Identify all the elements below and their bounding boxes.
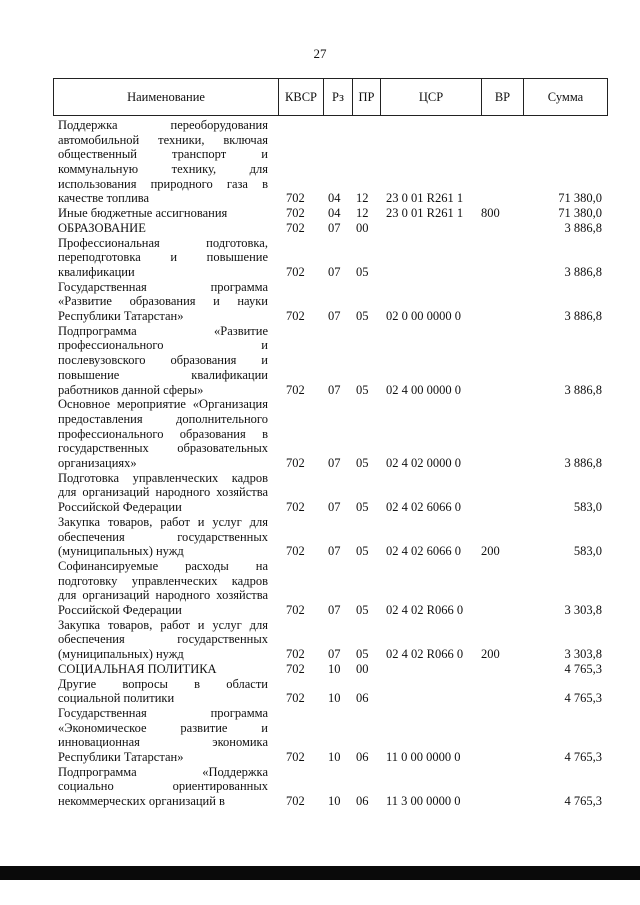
header-vr: ВР xyxy=(482,79,524,115)
cell-rz: 10 xyxy=(328,750,341,765)
row-name-line: для организаций народного хозяйства xyxy=(58,588,268,603)
row-name-line: Российской Федерации xyxy=(58,603,182,618)
row-name xyxy=(58,221,268,236)
row-name-line: СОЦИАЛЬНАЯ ПОЛИТИКА xyxy=(58,661,217,676)
row-name-line: послевузовского образования и xyxy=(58,353,268,368)
cell-kvsr: 702 xyxy=(286,220,305,235)
row-name-line: (муниципальных) нужд xyxy=(58,647,184,662)
row-name xyxy=(58,515,268,559)
row-name-line: Софинансируемые расходы на xyxy=(58,559,268,573)
row-name-line: Иные бюджетные ассигнования xyxy=(58,206,228,221)
cell-rz: 07 xyxy=(328,220,341,235)
row-name-line: Поддержка переоборудования xyxy=(58,118,268,132)
header-name: Наименование xyxy=(54,79,279,115)
row-name-line: обеспечения государственных xyxy=(58,632,268,647)
row-name-line: квалификации xyxy=(58,264,135,279)
page-number: 27 xyxy=(313,46,327,61)
row-name-line: инновационная экономика xyxy=(58,735,268,750)
cell-pr: 05 xyxy=(356,382,369,397)
cell-rz: 07 xyxy=(328,603,341,618)
row-name-line: Профессиональная подготовка, xyxy=(58,235,268,250)
cell-pr: 00 xyxy=(356,661,369,676)
cell-sum: 3 303,8 xyxy=(564,647,602,662)
scan-edge xyxy=(0,866,640,880)
cell-pr: 06 xyxy=(356,691,369,706)
cell-vr: 800 xyxy=(481,206,500,221)
row-name-line: профессионального образования в xyxy=(58,426,268,441)
table-row xyxy=(0,662,640,677)
table-row xyxy=(0,324,640,398)
table-row xyxy=(0,471,640,515)
cell-pr: 05 xyxy=(356,544,369,559)
cell-kvsr: 702 xyxy=(286,691,305,706)
cell-rz: 07 xyxy=(328,647,341,662)
cell-rz: 10 xyxy=(328,661,341,676)
table-row xyxy=(0,118,640,206)
row-name-line: для организаций народного хозяйства xyxy=(58,485,268,500)
cell-pr: 05 xyxy=(356,456,369,471)
row-name-line: Республики Татарстан» xyxy=(58,750,184,765)
row-name-line: ОБРАЗОВАНИЕ xyxy=(58,220,146,235)
cell-sum: 4 765,3 xyxy=(564,691,602,706)
table-row xyxy=(0,677,640,706)
row-name xyxy=(58,324,268,397)
row-name xyxy=(58,471,268,515)
row-name-line: Подготовка управленческих кадров xyxy=(58,470,268,485)
row-name-line: некоммерческих организаций в xyxy=(58,794,225,809)
cell-sum: 3 886,8 xyxy=(564,456,602,471)
row-name-line: повышение квалификации xyxy=(58,367,268,382)
cell-csr: 02 4 02 6066 0 xyxy=(386,500,461,515)
header-kvsr: КВСР xyxy=(279,79,324,115)
cell-sum: 4 765,3 xyxy=(564,661,602,676)
table-row xyxy=(0,397,640,471)
row-name xyxy=(58,677,268,706)
cell-csr: 02 4 02 R066 0 xyxy=(386,647,464,662)
cell-kvsr: 702 xyxy=(286,750,305,765)
cell-rz: 07 xyxy=(328,382,341,397)
row-name-line: «Развитие образования и науки xyxy=(58,294,268,309)
row-name-line: подготовку управленческих кадров xyxy=(58,573,268,588)
cell-kvsr: 702 xyxy=(286,191,305,206)
cell-pr: 05 xyxy=(356,309,369,324)
row-name-line: общественный транспорт и xyxy=(58,147,268,162)
table-row xyxy=(0,618,640,662)
row-name xyxy=(58,397,268,470)
row-name-line: Республики Татарстан» xyxy=(58,309,184,324)
cell-sum: 3 886,8 xyxy=(564,309,602,324)
row-name-line: социальной политики xyxy=(58,691,175,706)
cell-pr: 05 xyxy=(356,603,369,618)
row-name-line: социально ориентированных xyxy=(58,779,268,794)
row-name-line: использования природного газа в xyxy=(58,176,268,191)
row-name xyxy=(58,559,268,618)
cell-csr: 11 3 00 0000 0 xyxy=(386,794,461,809)
cell-pr: 06 xyxy=(356,750,369,765)
cell-sum: 3 886,8 xyxy=(564,220,602,235)
cell-pr: 05 xyxy=(356,264,369,279)
cell-sum: 583,0 xyxy=(573,500,602,515)
cell-csr: 02 4 00 0000 0 xyxy=(386,382,461,397)
cell-rz: 10 xyxy=(328,691,341,706)
cell-sum: 583,0 xyxy=(573,544,602,559)
row-name-line: обеспечения государственных xyxy=(58,529,268,544)
cell-sum: 71 380,0 xyxy=(558,191,602,206)
cell-csr: 23 0 01 R261 1 xyxy=(386,191,464,206)
cell-kvsr: 702 xyxy=(286,264,305,279)
table-row xyxy=(0,515,640,559)
cell-rz: 10 xyxy=(328,794,341,809)
row-name-line: профессионального и xyxy=(58,338,268,353)
row-name-line: Государственная программа xyxy=(58,279,268,294)
cell-kvsr: 702 xyxy=(286,647,305,662)
header-sum: Сумма xyxy=(547,90,584,104)
table-row xyxy=(0,706,640,765)
cell-csr: 02 4 02 6066 0 xyxy=(386,544,461,559)
table-header xyxy=(53,78,608,116)
row-name xyxy=(58,662,268,677)
cell-rz: 07 xyxy=(328,500,341,515)
cell-kvsr: 702 xyxy=(286,544,305,559)
cell-pr: 06 xyxy=(356,794,369,809)
table-row xyxy=(0,236,640,280)
row-name-line: Другие вопросы в области xyxy=(58,676,268,691)
cell-rz: 07 xyxy=(328,456,341,471)
cell-pr: 05 xyxy=(356,647,369,662)
table-row xyxy=(0,206,640,221)
cell-sum: 4 765,3 xyxy=(564,794,602,809)
cell-rz: 04 xyxy=(328,191,341,206)
cell-sum: 3 886,8 xyxy=(564,264,602,279)
row-name-line: государственных образовательных xyxy=(58,441,268,456)
row-name-line: Подпрограмма «Развитие xyxy=(58,323,268,338)
row-name-line: Подпрограмма «Поддержка xyxy=(58,764,268,779)
cell-kvsr: 702 xyxy=(286,382,305,397)
cell-sum: 71 380,0 xyxy=(558,206,602,221)
cell-vr: 200 xyxy=(481,647,500,662)
cell-kvsr: 702 xyxy=(286,206,305,221)
row-name-line: Закупка товаров, работ и услуг для xyxy=(58,514,268,529)
cell-kvsr: 702 xyxy=(286,500,305,515)
row-name xyxy=(58,236,268,280)
header-pr: ПР xyxy=(353,79,381,115)
cell-kvsr: 702 xyxy=(286,603,305,618)
cell-pr: 12 xyxy=(356,191,369,206)
row-name-line: предоставления дополнительного xyxy=(58,411,268,426)
row-name-line: «Экономическое развитие и xyxy=(58,720,268,735)
cell-csr: 02 4 02 0000 0 xyxy=(386,456,461,471)
cell-sum: 3 886,8 xyxy=(564,382,602,397)
cell-sum: 3 303,8 xyxy=(564,603,602,618)
table-row xyxy=(0,280,640,324)
cell-pr: 12 xyxy=(356,206,369,221)
row-name-line: Основное мероприятие «Организация xyxy=(58,397,268,412)
cell-pr: 00 xyxy=(356,220,369,235)
cell-rz: 07 xyxy=(328,544,341,559)
row-name xyxy=(58,765,268,809)
row-name xyxy=(58,206,268,221)
cell-pr: 05 xyxy=(356,500,369,515)
table-row xyxy=(0,221,640,236)
header-csr: ЦСР xyxy=(381,79,482,115)
header-rz: Рз xyxy=(324,79,353,115)
cell-rz: 04 xyxy=(328,206,341,221)
cell-csr: 23 0 01 R261 1 xyxy=(386,206,464,221)
cell-kvsr: 702 xyxy=(286,661,305,676)
cell-csr: 02 0 00 0000 0 xyxy=(386,309,461,324)
row-name-line: работников данной сферы» xyxy=(58,382,204,397)
row-name xyxy=(58,706,268,765)
cell-kvsr: 702 xyxy=(286,794,305,809)
cell-kvsr: 702 xyxy=(286,309,305,324)
cell-csr: 02 4 02 R066 0 xyxy=(386,603,464,618)
row-name-line: автомобильной техники, включая xyxy=(58,132,268,147)
cell-csr: 11 0 00 0000 0 xyxy=(386,750,461,765)
row-name-line: (муниципальных) нужд xyxy=(58,544,184,559)
cell-vr: 200 xyxy=(481,544,500,559)
row-name-line: коммунальную технику, для xyxy=(58,162,268,177)
row-name-line: Государственная программа xyxy=(58,706,268,720)
cell-rz: 07 xyxy=(328,309,341,324)
row-name-line: переподготовка и повышение xyxy=(58,250,268,265)
table-row xyxy=(0,559,640,618)
row-name xyxy=(58,118,268,206)
row-name-line: Российской Федерации xyxy=(58,500,182,515)
row-name xyxy=(58,280,268,324)
cell-rz: 07 xyxy=(328,264,341,279)
cell-sum: 4 765,3 xyxy=(564,750,602,765)
table-row xyxy=(0,765,640,809)
row-name-line: Закупка товаров, работ и услуг для xyxy=(58,617,268,632)
row-name xyxy=(58,618,268,662)
cell-kvsr: 702 xyxy=(286,456,305,471)
row-name-line: организациях» xyxy=(58,456,137,471)
row-name-line: качестве топлива xyxy=(58,191,150,206)
